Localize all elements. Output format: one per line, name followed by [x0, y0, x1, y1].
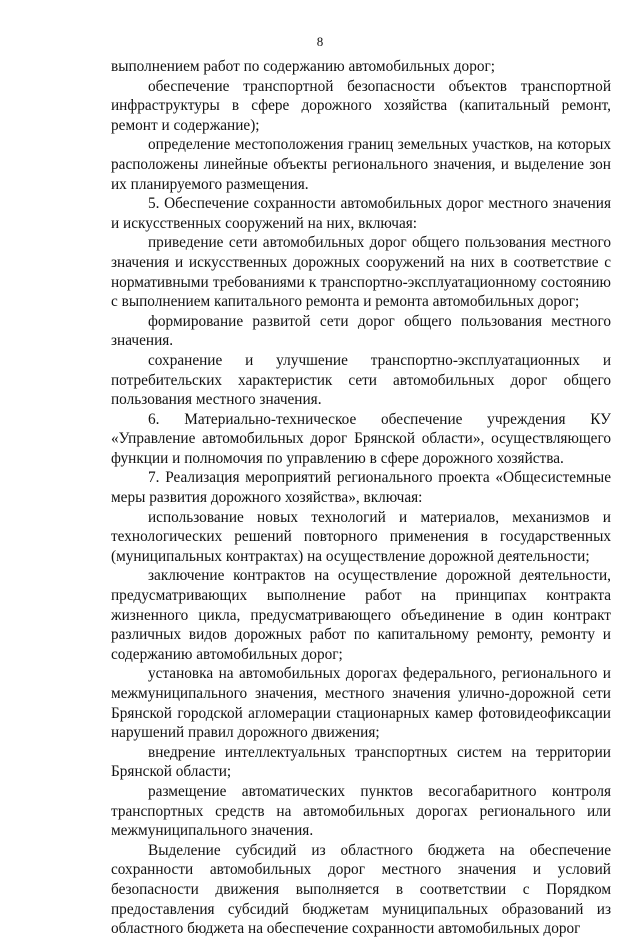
paragraph: 5. Обеспечение сохранности автомобильных дорог местного значения и искусственных сооружений на них, включая: [111, 195, 611, 232]
paragraph: приведение сети автомобильных дорог общего пользования местного значения и искусственных дорожных сооружений на них в соответствие с нормативными требованиями к транспортно-эксплуатационному состоянию с выполнением капитального ремонта и ремонта автомобильных дорог; [111, 234, 611, 311]
paragraph: выполнением работ по содержанию автомобильных дорог; [111, 58, 496, 75]
document-body [111, 57, 611, 939]
paragraph: внедрение интеллектуальных транспортных систем на территории Брянской области; [111, 743, 611, 781]
paragraph: 7. Реализация мероприятий регионального проекта «Общесистемные меры развития дорожного хозяйства», включая: [111, 469, 611, 507]
page-number: 8 [316, 34, 324, 49]
paragraph: заключение контрактов на осуществление дорожной деятельности, предусматривающих выполнение работ на принципах контракта жизненного цикла, предусматривающего объединение в один контракт различных видов дорожных работ по капитальному ремонту, ремонту и содержанию автомобильных дорог; [111, 567, 611, 663]
paragraph: сохранение и улучшение транспортно-эксплуатационных и потребительских характеристик сети автомобильных дорог общего пользования местного значения. [111, 351, 611, 409]
paragraph: использование новых технологий и материалов, механизмов и технологических решений повторного применения в государственных (муниципальных контрактах) на осуществление дорожной деятельности; [111, 508, 611, 565]
paragraph: установка на автомобильных дорогах федерального, регионального и межмуниципального значения, местного значения улично-дорожной сети Брянской городской агломерации стационарных камер фотовидеофиксации нарушений правил дорожного движения; [111, 665, 611, 742]
paragraph: обеспечение транспортной безопасности объектов транспортной инфраструктуры в сфере дорожного хозяйства (капитальный ремонт, ремонт и содержание); [111, 77, 611, 134]
paragraph: определение местоположения границ земельных участков, на которых расположены линейные объекты регионального значения, и выделение зон их планируемого размещения. [111, 136, 611, 193]
paragraph: формирование развитой сети дорог общего пользования местного значения. [111, 312, 611, 350]
paragraph: Выделение субсидий из областного бюджета на обеспечение сохранности автомобильных дорог местного значения и условий безопасности движения выполняется в соответствии с Порядком предоставления субсидий бюджетам муниципальных образований из областного бюджета на обеспечение сохранности автомобильных дорог [111, 841, 611, 938]
paragraph: 6. Материально-техническое обеспечение учреждения КУ «Управление автомобильных дорог Брянской области», осуществляющего функции и полномочия по управлению в сфере дорожного хозяйства. [111, 410, 611, 467]
paragraph: размещение автоматических пунктов весогабаритного контроля транспортных средств на автомобильных дорогах регионального или межмуниципального значения. [111, 782, 611, 840]
